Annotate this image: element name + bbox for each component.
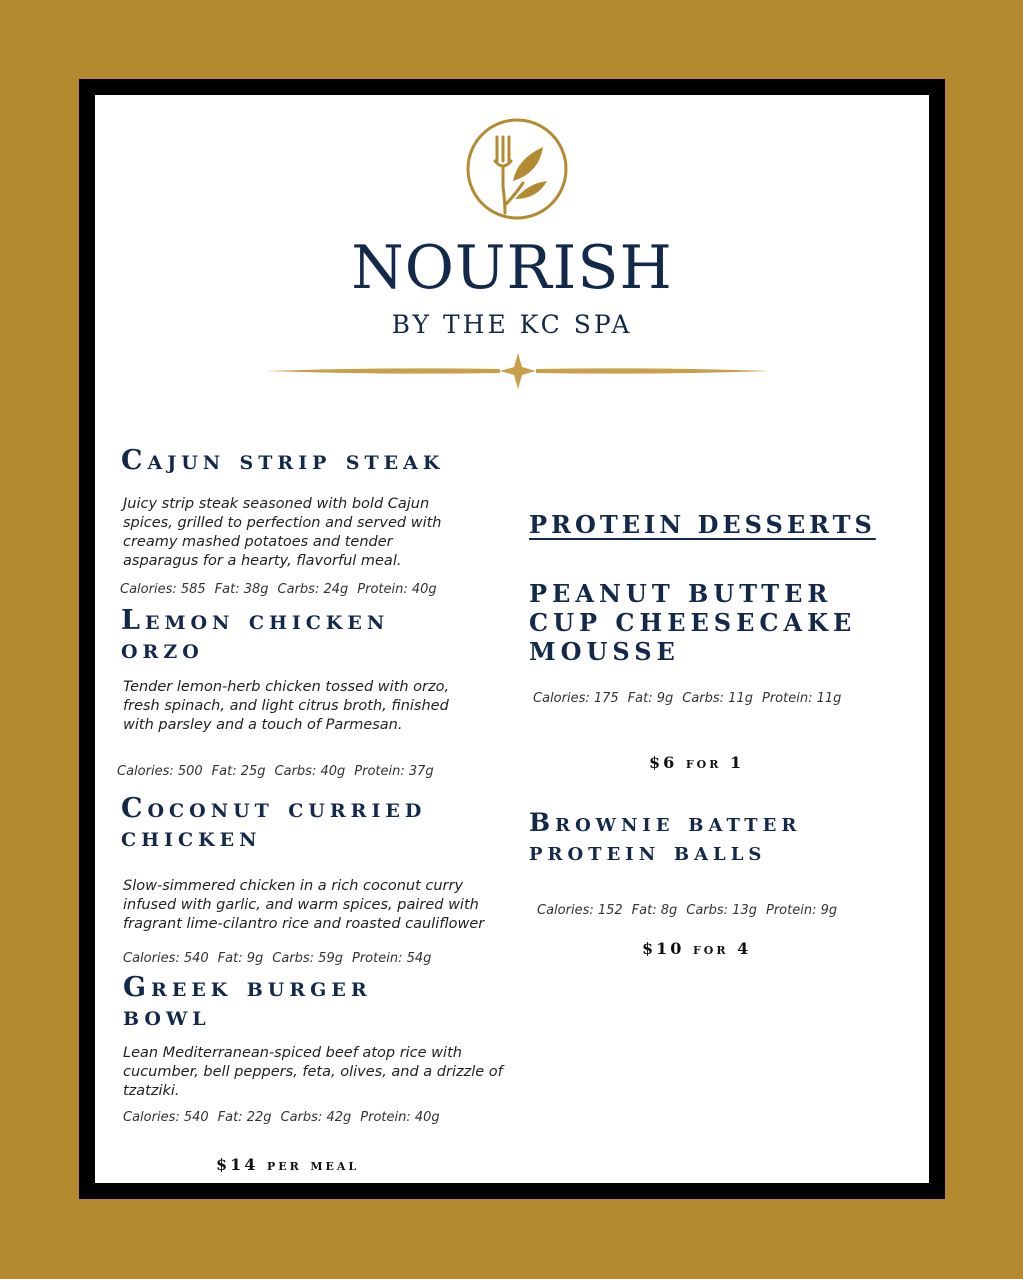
dessert-2-price: $10 for 4 [642,939,752,958]
carbs: Carbs: 24g [277,582,349,597]
meal-2-title: Lemon chicken orzo [121,605,390,665]
meal-2-description: Tender lemon-herb chicken tossed with orzo, fresh spinach, and light citrus broth, finished with parsley and a touch of Parmesan. [123,679,450,733]
meal-4-nutrition [123,1109,449,1127]
dessert-1-price: $6 for 1 [649,753,745,772]
calories: Calories: 152 [537,903,623,918]
carbs: Carbs: 40g [274,764,346,779]
meal-3-description: Slow-simmered chicken in a rich coconut curry infused with garlic, and warm spices, paired with fragrant lime-cilantro rice and roasted cauliflower [123,878,485,932]
meal-3-title: Coconut curried chicken [121,793,427,853]
brand-name: NOURISH [351,233,673,303]
carbs: Carbs: 42g [280,1110,352,1125]
calories: Calories: 585 [120,582,206,597]
meal-1-title: Cajun strip steak [121,445,445,476]
meal-price: $14 per meal [216,1155,360,1174]
star-divider-icon [264,352,772,390]
fat: Fat: 9g [627,691,674,706]
fat: Fat: 25g [211,764,266,779]
brand-tagline: BY THE KC SPA [391,310,633,339]
carbs: Carbs: 59g [272,951,343,966]
fat: Fat: 38g [214,582,269,597]
fat: Fat: 8g [631,903,678,918]
protein: Protein: 9g [765,903,838,918]
carbs: Carbs: 13g [686,903,757,918]
meal-1-description: Juicy strip steak seasoned with bold Cajun spices, grilled to perfection and served with creamy mashed potatoes and tender asparagus for a hearty, flavorful meal. [123,496,442,569]
carbs: Carbs: 11g [682,691,753,706]
calories: Calories: 540 [123,1110,209,1125]
protein: Protein: 37g [354,764,434,779]
calories: Calories: 175 [533,691,619,706]
fork-leaf-icon [465,117,569,221]
calories: Calories: 540 [123,951,209,966]
fat: Fat: 22g [217,1110,272,1125]
dessert-2-title: Brownie batter protein balls [529,808,802,866]
protein: Protein: 11g [761,691,842,706]
protein: Protein: 40g [360,1110,440,1125]
dessert-1-nutrition [533,690,850,708]
calories: Calories: 500 [117,764,203,779]
protein: Protein: 40g [357,582,437,597]
meal-2-nutrition [117,763,443,781]
dessert-1-title: PEANUT BUTTER CUP CHEESECAKE MOUSSE [529,579,857,666]
meal-4-title: Greek burger bowl [123,972,372,1032]
fat: Fat: 9g [217,951,264,966]
desserts-section-title: PROTEIN DESSERTS [529,510,876,539]
meal-4-description: Lean Mediterranean-spiced beef atop rice with cucumber, bell peppers, feta, olives, and a drizzle of tzatziki. [123,1045,503,1099]
meal-1-nutrition [120,581,446,599]
protein: Protein: 54g [351,951,432,966]
meal-3-nutrition [123,950,440,968]
dessert-2-nutrition [537,902,846,920]
